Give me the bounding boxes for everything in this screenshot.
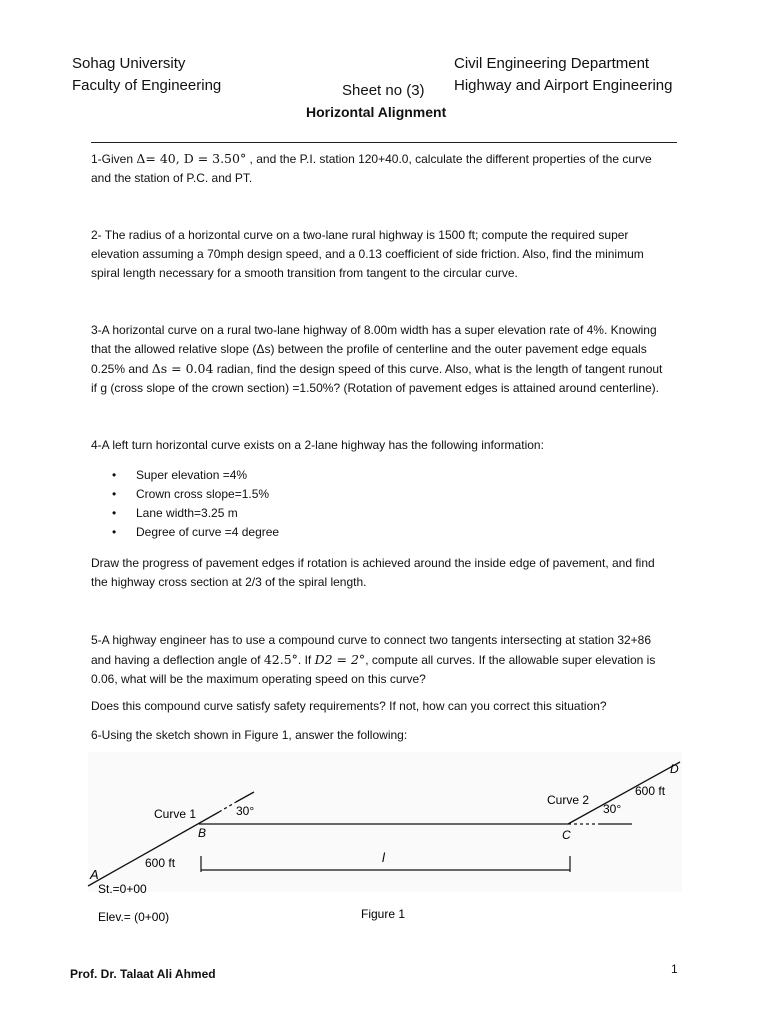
q5-d2-equation: D2 = 2°	[314, 652, 366, 667]
tangent-ab-extension	[236, 792, 254, 802]
q3-line3-end: radian, find the design speed of this curve. Also, what is the length of tangent runout	[213, 362, 663, 376]
bullet-item: • Crown cross slope=1.5%	[112, 485, 279, 504]
university-name: Sohag University	[72, 55, 186, 72]
q1-prefix: 1-Given	[91, 152, 137, 166]
sheet-title: Horizontal Alignment	[306, 104, 447, 120]
q1-rest: , and the P.I. station 120+40.0, calculate the different properties of the curve	[246, 152, 652, 166]
point-c-label: C	[562, 828, 571, 842]
length-bc-label: l	[382, 850, 385, 865]
bullet-item: • Super elevation =4%	[112, 466, 279, 485]
question-3-line-1: 3-A horizontal curve on a rural two-lane highway of 8.00m width has a super elevation rate of 4%. Knowing	[91, 323, 657, 337]
q5-deflection-angle: 42.5°	[263, 652, 298, 667]
question-4-task-line-2: the highway cross section at 2/3 of the spiral length.	[91, 575, 367, 589]
question-2-line-3: spiral length necessary for a smooth transition from tangent to the circular curve.	[91, 266, 518, 280]
question-3-line-4: if g (cross slope of the crown section) =1.50%? (Rotation of pavement edges is attained around centerline).	[91, 381, 659, 395]
question-1-line-2: and the station of P.C. and PT.	[91, 171, 253, 185]
q3-line3-start: 0.25% and	[91, 362, 152, 376]
sheet-number: Sheet no (3)	[342, 82, 425, 99]
tangent-ab-line	[88, 812, 219, 886]
length-cd-label: 600 ft	[635, 784, 666, 798]
q5-line2-start: and having a deflection angle of	[91, 653, 264, 667]
q5-line2-end: , compute all curves. If the allowable super elevation is	[365, 653, 656, 667]
question-6-intro: 6-Using the sketch shown in Figure 1, answer the following:	[91, 728, 408, 742]
point-b-label: B	[198, 826, 207, 840]
question-2-line-1: 2- The radius of a horizontal curve on a two-lane rural highway is 1500 ft; compute the required super	[91, 228, 629, 242]
q3-delta-s-equation: Δs = 0.04	[151, 361, 214, 376]
tangent-ab-extension-dashed	[219, 802, 236, 812]
specialty-name: Highway and Airport Engineering	[454, 77, 673, 94]
department-name: Civil Engineering Department	[454, 55, 650, 72]
angle-1-label: 30°	[236, 804, 255, 818]
question-4-intro: 4-A left turn horizontal curve exists on a 2-lane highway has the following information:	[91, 438, 544, 452]
question-2-line-2: elevation assuming a 70mph design speed, and a 0.13 coefficient of side friction. Also, find the minimum	[91, 247, 644, 261]
length-ab-label: 600 ft	[145, 856, 176, 870]
page-number: 1	[671, 962, 678, 976]
question-4-task-line-1: Draw the progress of pavement edges if rotation is achieved around the inside edge of pavement, and find	[91, 556, 655, 570]
question-3-line-2: that the allowed relative slope (Δs) between the profile of centerline and the outer pavement edge equals	[91, 342, 647, 356]
q5-line2-mid: . If	[297, 653, 315, 667]
elevation-label: Elev.= (0+00)	[98, 910, 170, 924]
point-d-label: D	[670, 762, 679, 776]
author-name: Prof. Dr. Talaat Ali Ahmed	[70, 967, 216, 981]
angle-2-label: 30°	[603, 802, 622, 816]
figure-caption: Figure 1	[361, 907, 406, 921]
q1-degree-equation: D = 3.50°	[179, 151, 247, 166]
station-label: St.=0+00	[98, 882, 147, 896]
bullet-item: • Lane width=3.25 m	[112, 504, 279, 523]
bullet-item: • Degree of curve =4 degree	[112, 523, 279, 542]
question-5-line-3: 0.06, what will be the maximum operating speed on this curve?	[91, 672, 426, 686]
curve-2-label: Curve 2	[547, 793, 590, 807]
faculty-name: Faculty of Engineering	[72, 77, 222, 94]
question-5-line-1: 5-A highway engineer has to use a compound curve to connect two tangents intersecting at station 32+86	[91, 633, 652, 647]
q1-delta-equation: Δ= 40,	[136, 151, 180, 166]
point-a-label: A	[90, 867, 99, 882]
curve-1-label: Curve 1	[154, 807, 197, 821]
question-5-safety: Does this compound curve satisfy safety requirements? If not, how can you correct this situation?	[91, 699, 607, 713]
